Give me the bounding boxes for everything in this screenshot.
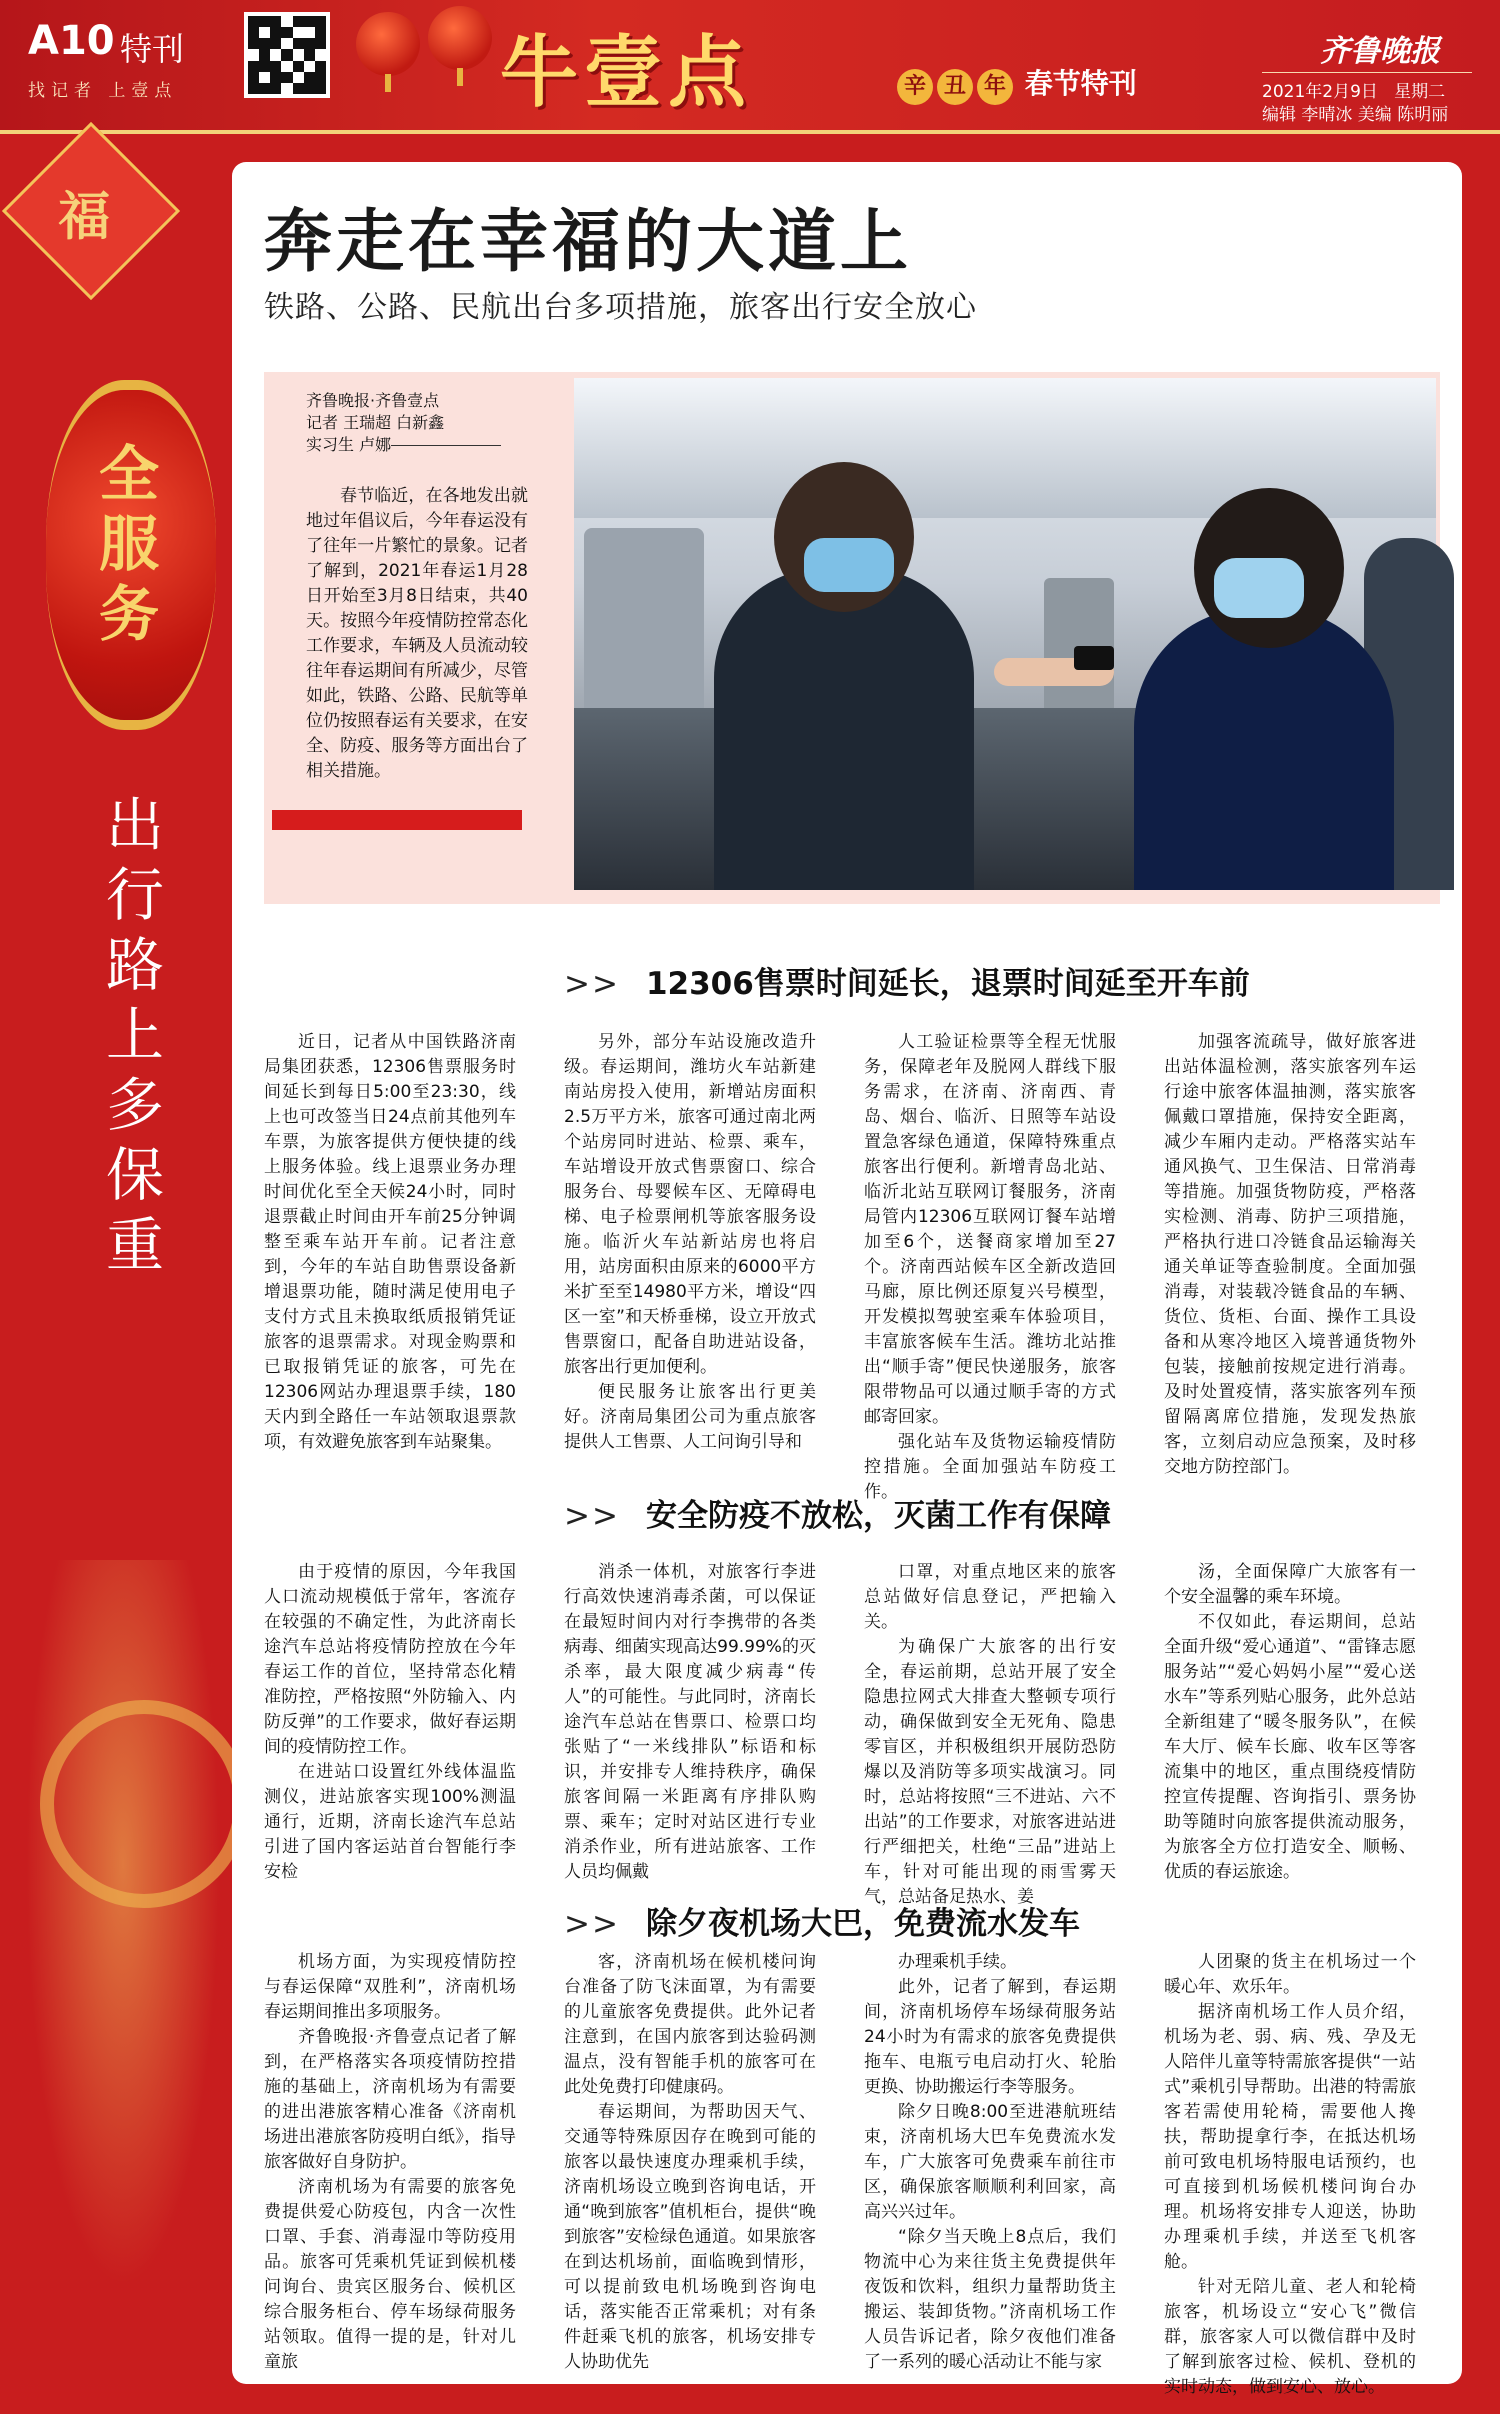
section-heading-tickets (564, 958, 1250, 1003)
masthead-slogan: 找记者 上壹点 (28, 81, 178, 101)
lantern-icon (428, 6, 492, 70)
ox-ring-decoration (40, 1700, 248, 1908)
qr-code-icon (244, 12, 330, 98)
newspaper-logo: 齐鲁晚报 (1320, 34, 1440, 69)
red-accent-bar (272, 810, 522, 830)
text-column (264, 1560, 516, 1882)
paragraph: 不仅如此，春运期间，总站全面升级“爱心通道”、“雷锋志愿服务站”“爱心妈妈小屋”“爱心送水车”等系列贴心服务，此外总站全新组建了“暖冬服务队”，在候车大厅、候车长廊、收车区等客流集中的地区，重点围绕疫情防控宣传提醒、咨询指引、票务协助等随时向旅客提供流动服务，为旅客全方位打造安全、顺畅、优质的春运旅途。 (1164, 1612, 1416, 1882)
text-column (864, 1030, 1116, 1502)
paragraph: 强化站车及货物运输疫情防控措施。全面加强站车防疫工作。 (864, 1432, 1116, 1502)
issue-date: 2021年2月9日 (1262, 82, 1378, 102)
paragraph: 近日，记者从中国铁路济南局集团获悉，12306售票服务时间延长到每日5:00至23:30，线上也可改签当日24点前其他列车车票，为旅客提供方便快捷的线上服务体验。线上退票业务办理时间优化至全天候24小时，同时退票截止时间由开车前25分钟调整至乘车站开车前。记者注意到，今年的车站自助售票设备新增退票功能，随时满足使用电子支付方式且未换取纸质报销凭证旅客的退票需求。对现金购票和已取报销凭证的旅客，可先在12306网站办理退票手续，180天内到全路任一车站领取退票款项，有效避免旅客到车站聚集。 (264, 1032, 516, 1452)
section-title: 安全防疫不放松，灭菌工作有保障 (645, 1498, 1111, 1534)
lantern-text: 全服务 (99, 440, 159, 650)
text-column (864, 1560, 1116, 1907)
chevron-right-icon: >> (564, 1906, 620, 1942)
paragraph: 汤，全面保障广大旅客有一个安全温馨的乘车环境。 (1164, 1562, 1416, 1607)
paragraph: 此外，记者了解到，春运期间，济南机场停车场绿荷服务站24小时为有需求的旅客免费提供拖车、电瓶亏电启动打火、轮胎更换、协助搬运行李等服务。 (864, 1977, 1116, 2097)
photo-passenger (1134, 608, 1394, 890)
vertical-title: 出行路上多保重 (105, 791, 164, 1279)
paragraph: 为确保广大旅客的出行安全，春运前期，总站开展了安全隐患拉网式大排查大整顿专项行动，确保做到安全无死角、隐患零盲区，并积极组织开展防恐防爆以及消防等多项实战演习。同时，总站将按照“三不进站、六不出站”的工作要求，对旅客进站进行严细把关，杜绝“三品”进站上车，针对可能出现的雨雪雾天气，总站备足热水、姜 (864, 1637, 1116, 1907)
special-label: 春节特刊 (1024, 67, 1137, 100)
section-name: 特刊 (120, 30, 185, 68)
year-char-3: 年 (977, 69, 1013, 105)
paragraph: 客，济南机场在候机楼问询台准备了防飞沫面罩，为有需要的儿童旅客免费提供。此外记者注意到，在国内旅客到达验码测温点，没有智能手机的旅客可在此处免费打印健康码。 (564, 1952, 816, 2097)
paragraph: 春运期间，为帮助因天气、交通等特殊原因存在晚到可能的旅客以最快速度办理乘机手续，济南机场设立晚到咨询电话，开通“晚到旅客”值机柜台，提供“晚到旅客”安检绿色通道。如果旅客在到达机场前，面临晚到情形，可以提前致电机场晚到咨询电话，落实能否正常乘机；对有条件赶乘飞机的旅客，机场安排专人协助优先 (564, 2102, 816, 2372)
byline-reporters: 记者 王瑞超 白新鑫 (306, 413, 445, 432)
chevron-right-icon: >> (564, 1498, 620, 1534)
text-column (1164, 1950, 1416, 2397)
paragraph: 除夕日晚8:00至进港航班结束，济南机场大巴车免费流水发车，广大旅客可免费乘车前往市区，确保旅客顺顺利利回家，高高兴兴过年。 (864, 2102, 1116, 2222)
masthead (0, 0, 1500, 134)
paragraph: 人工验证检票等全程无忧服务，保障老年及脱网人群线下服务需求，在济南、济南西、青岛、烟台、临沂、日照等车站设置急客绿色通道，保障特殊重点旅客出行便利。新增青岛北站、临沂北站互联网订餐服务，济南局管内12306互联网订餐车站增加至6个，送餐商家增加至27个。济南西站候车区全新改造回马廊，原比例还原复兴号模型，开发模拟驾驶室乘车体验项目，丰富旅客候车生活。潍坊北站推出“顺手寄”便民快递服务，旅客限带物品可以通过顺手寄的方式邮寄回家。 (864, 1032, 1116, 1427)
byline (306, 390, 528, 456)
paragraph: 针对无陪儿童、老人和轮椅旅客，机场设立“安心飞”微信群，旅客家人可以微信群中及时了解到旅客过检、候机、登机的实时动态，做到安心、放心。 (1164, 2277, 1416, 2397)
photo-staff-mask (804, 538, 894, 592)
section-title: 12306售票时间延长，退票时间延至开车前 (645, 966, 1250, 1002)
brand-year (895, 62, 1137, 105)
section-heading-airport (564, 1898, 1080, 1943)
text-column (264, 1950, 516, 2372)
brand-title: 牛壹点 (500, 27, 753, 118)
section-title: 除夕夜机场大巴，免费流水发车 (645, 1906, 1080, 1942)
paragraph: 另外，部分车站设施改造升级。春运期间，潍坊火车站新建南站房投入使用，新增站房面积2.5万平方米，旅客可通过南北两个站房同时进站、检票、乘车，车站增设开放式售票窗口、综合服务台、母婴候车区、无障碍电梯、电子检票闸机等旅客服务设施。临沂火车站新站房也将启用，站房面积由原来的6000平方米扩至至14980平方米，增设“四区一室”和天桥垂梯，设立开放式售票窗口，配备自助进站设备，旅客出行更加便利。 (564, 1032, 816, 1377)
chevron-right-icon: >> (564, 966, 620, 1002)
headline: 奔走在幸福的大道上 (264, 202, 913, 282)
date-line (1262, 72, 1472, 102)
lantern-icon (356, 12, 420, 76)
paragraph: 在进站口设置红外线体温监测仪，进站旅客实现100%测温通行，近期，济南长途汽车总站引进了国内客运站首台智能行李安检 (264, 1762, 516, 1882)
text-column (264, 1030, 516, 1452)
year-char-1: 辛 (897, 69, 933, 105)
paragraph: 便民服务让旅客出行更美好。济南局集团公司为重点旅客提供人工售票、人工问询引导和 (564, 1382, 816, 1452)
intro-text (306, 484, 528, 784)
year-char-2: 丑 (937, 69, 973, 105)
ox-illustration (18, 1560, 228, 2320)
page-number: A10 (28, 18, 115, 64)
photo-passenger-mask (1214, 558, 1304, 618)
text-column (1164, 1030, 1416, 1477)
byline-rule (391, 445, 501, 446)
photo-phone (1074, 646, 1114, 670)
issue-weekday: 星期二 (1394, 82, 1446, 102)
photo-staff (714, 568, 974, 890)
byline-intern: 实习生 卢娜 (306, 435, 392, 454)
intro-paragraph: 春节临近，在各地发出就地过年倡议后，今年春运没有了往年一片繁忙的景象。记者了解到，2021年春运1月28日开始至3月8日结束，共40天。按照今年疫情防控常态化工作要求，车辆及人员流动较往年春运期间有所减少，尽管如此，铁路、公路、民航等单位仍按照春运有关要求，在安全、防疫、服务等方面出台了相关措施。 (306, 486, 528, 781)
paragraph: 消杀一体机，对旅客行李进行高效快速消毒杀菌，可以保证在最短时间内对行李携带的各类病毒、细菌实现高达99.99%的灭杀率，最大限度减少病毒“传人”的可能性。与此同时，济南长途汽车总站在售票口、检票口均张贴了“一米线排队”标语和标识，并安排专人维持秩序，确保旅客间隔一米距离有序排队购票、乘车；定时对站区进行专业消杀作业，所有进站旅客、工作人员均佩戴 (564, 1562, 816, 1882)
news-photo (574, 378, 1436, 890)
fu-diamond-icon (2, 122, 180, 300)
fu-character: 福 (58, 186, 111, 248)
photo-ceiling (574, 378, 1436, 518)
paragraph: “除夕当天晚上8点后，我们物流中心为来往货主免费提供年夜饭和饮料，组织力量帮助货主搬运、装卸货物。”济南机场工作人员告诉记者，除夕夜他们准备了一系列的暖心活动让不能与家 (864, 2227, 1116, 2372)
paragraph: 人团聚的货主在机场过一个暖心年、欢乐年。 (1164, 1952, 1416, 1997)
text-column (564, 1950, 816, 2372)
paragraph: 济南机场为有需要的旅客免费提供爱心防疫包，内含一次性口罩、手套、消毒湿巾等防疫用品。旅客可凭乘机凭证到候机楼问询台、贵宾区服务台、候机区综合服务柜台、停车场绿荷服务站领取。值得一提的是，针对儿童旅 (264, 2177, 516, 2372)
paragraph: 口罩，对重点地区来的旅客总站做好信息登记，严把输入关。 (864, 1562, 1116, 1632)
subheadline: 铁路、公路、民航出台多项措施，旅客出行安全放心 (264, 290, 977, 325)
paragraph: 由于疫情的原因，今年我国人口流动规模低于常年，客流存在较强的不确定性，为此济南长途汽车总站将疫情防控放在今年春运工作的首位，坚持常态化精准防控，严格按照“外防输入、内防反弹”的工作要求，做好春运期间的疫情防控工作。 (264, 1562, 516, 1757)
paragraph: 加强客流疏导，做好旅客进出站体温检测，落实旅客列车运行途中旅客体温抽测，落实旅客佩戴口罩措施，保持安全距离，减少车厢内走动。严格落实站车通风换气、卫生保洁、日常消毒等措施。加强货物防疫，严格落实检测、消毒、防护三项措施，严格执行进口冷链食品运输海关通关单证等查验制度。全面加强消毒，对装载冷链食品的车辆、货位、货柜、台面、操作工具设备和从寒冷地区入境普通货物外包装，接触前按规定进行消毒。及时处置疫情，落实旅客列车预留隔离席位措施，发现发热旅客，立刻启动应急预案，及时移交地方防控部门。 (1164, 1032, 1416, 1477)
paragraph: 据济南机场工作人员介绍，机场为老、弱、病、残、孕及无人陪伴儿童等特需旅客提供“一站式”乘机引导帮助。出港的特需旅客若需使用轮椅，需要他人搀扶，帮助提拿行李，在抵达机场前可致电机场特服电话预约，也可直接到机场候机楼问询台办理。机场将安排专人迎送，协助办理乘机手续，并送至飞机客舱。 (1164, 2002, 1416, 2272)
byline-source: 齐鲁晚报·齐鲁壹点 (306, 391, 440, 410)
paragraph: 办理乘机手续。 (898, 1952, 1017, 1972)
paragraph: 齐鲁晚报·齐鲁壹点记者了解到，在严格落实各项疫情防控措施的基础上，济南机场为有需要的进出港旅客精心准备《济南机场进出港旅客防疫明白纸》，指导旅客做好自身防护。 (264, 2027, 516, 2172)
paragraph: 机场方面，为实现疫情防控与春运保障“双胜利”，济南机场春运期间推出多项服务。 (264, 1952, 516, 2022)
text-column (564, 1560, 816, 1882)
section-heading-epidemic (564, 1490, 1111, 1535)
text-column (564, 1030, 816, 1452)
editors-credit: 编辑 李晴冰 美编 陈明丽 (1262, 105, 1449, 125)
text-column (864, 1950, 1116, 2372)
text-column (1164, 1560, 1416, 1882)
